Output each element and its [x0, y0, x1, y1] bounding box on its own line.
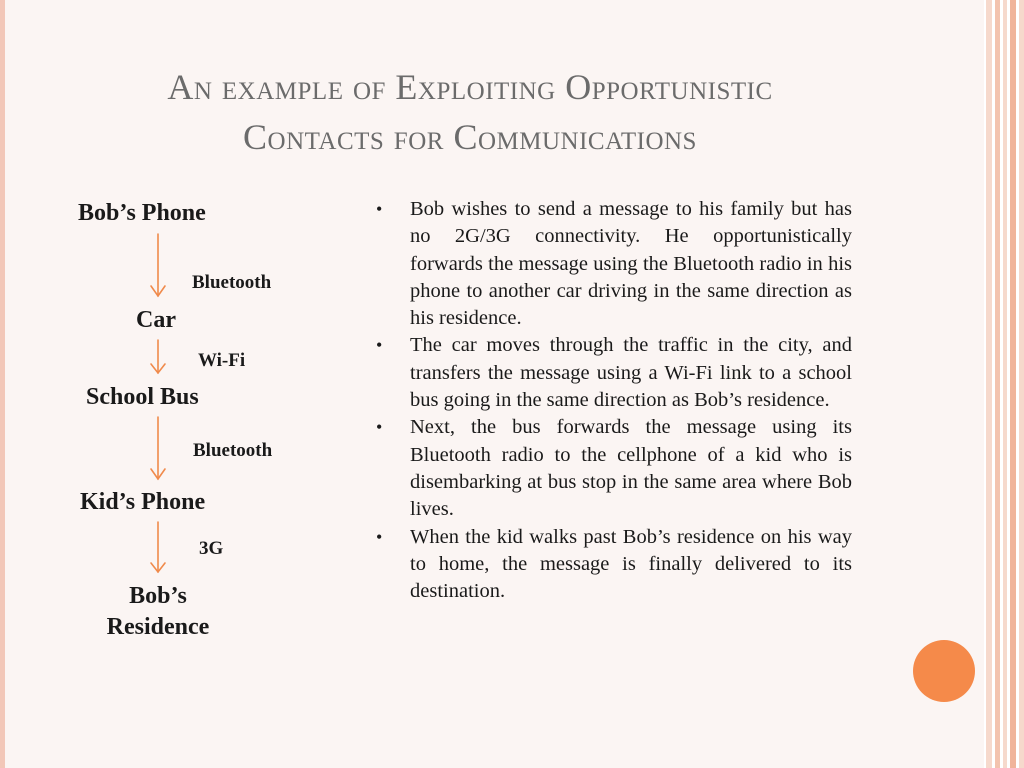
decor-stripe — [1019, 0, 1024, 768]
decor-stripe — [1010, 0, 1016, 768]
flow-node-bobs-residence — [82, 581, 234, 643]
flow-node-school-bus: School Bus — [86, 384, 199, 410]
decor-circle — [913, 640, 975, 702]
flow-node-bobs-phone: Bob’s Phone — [78, 200, 206, 226]
bullet-item — [372, 332, 852, 414]
flow-link-wifi: Wi-Fi — [198, 350, 246, 371]
bullet-icon: • — [376, 199, 383, 219]
flow-link-bluetooth-1: Bluetooth — [192, 272, 272, 293]
decor-stripe — [986, 0, 992, 768]
bullet-icon: • — [376, 335, 383, 356]
down-arrow-icon — [151, 522, 165, 572]
down-arrow-icon — [151, 417, 165, 479]
title-line-1: An example of Exploiting Opportunistic — [167, 67, 773, 107]
flow-arrows — [0, 0, 400, 768]
flow-link-bluetooth-2: Bluetooth — [193, 440, 273, 461]
bullet-text: Bob wishes to send a message to his family but has no 2G/3G connectivity. He opportunistically forwards the message using the Bluetooth radio in his phone to another car driving in the same direction as his residence. — [410, 198, 852, 330]
bullet-item — [372, 414, 852, 523]
title-line-2: Contacts for Communications — [243, 117, 697, 157]
down-arrow-icon — [151, 234, 165, 296]
bullet-text: Next, the bus forwards the message using its Bluetooth radio to the cellphone of a kid who is disembarking at bus stop in the same area where Bob lives. — [410, 416, 852, 521]
flow-node-kids-phone: Kid’s Phone — [80, 489, 206, 515]
description-bullets — [372, 196, 852, 605]
flow-link-3g: 3G — [199, 538, 224, 559]
flow-node-car: Car — [136, 307, 176, 333]
bullet-item — [372, 196, 852, 332]
decor-stripe — [995, 0, 1000, 768]
bullet-item — [372, 524, 852, 606]
bullet-icon: • — [376, 526, 383, 547]
bullet-text: When the kid walks past Bob’s residence on his way to home, the message is finally delivered to its destination. — [410, 525, 852, 603]
down-arrow-icon — [151, 340, 165, 373]
bullet-text: The car moves through the traffic in the city, and transfers the message using a Wi-Fi link to a school bus going in the same direction as Bob’s residence. — [410, 334, 852, 412]
bullet-icon: • — [376, 417, 383, 438]
decor-stripe — [1003, 0, 1007, 768]
flow-node-label: Bob’s — [129, 583, 187, 609]
flow-node-label: Residence — [106, 614, 210, 640]
